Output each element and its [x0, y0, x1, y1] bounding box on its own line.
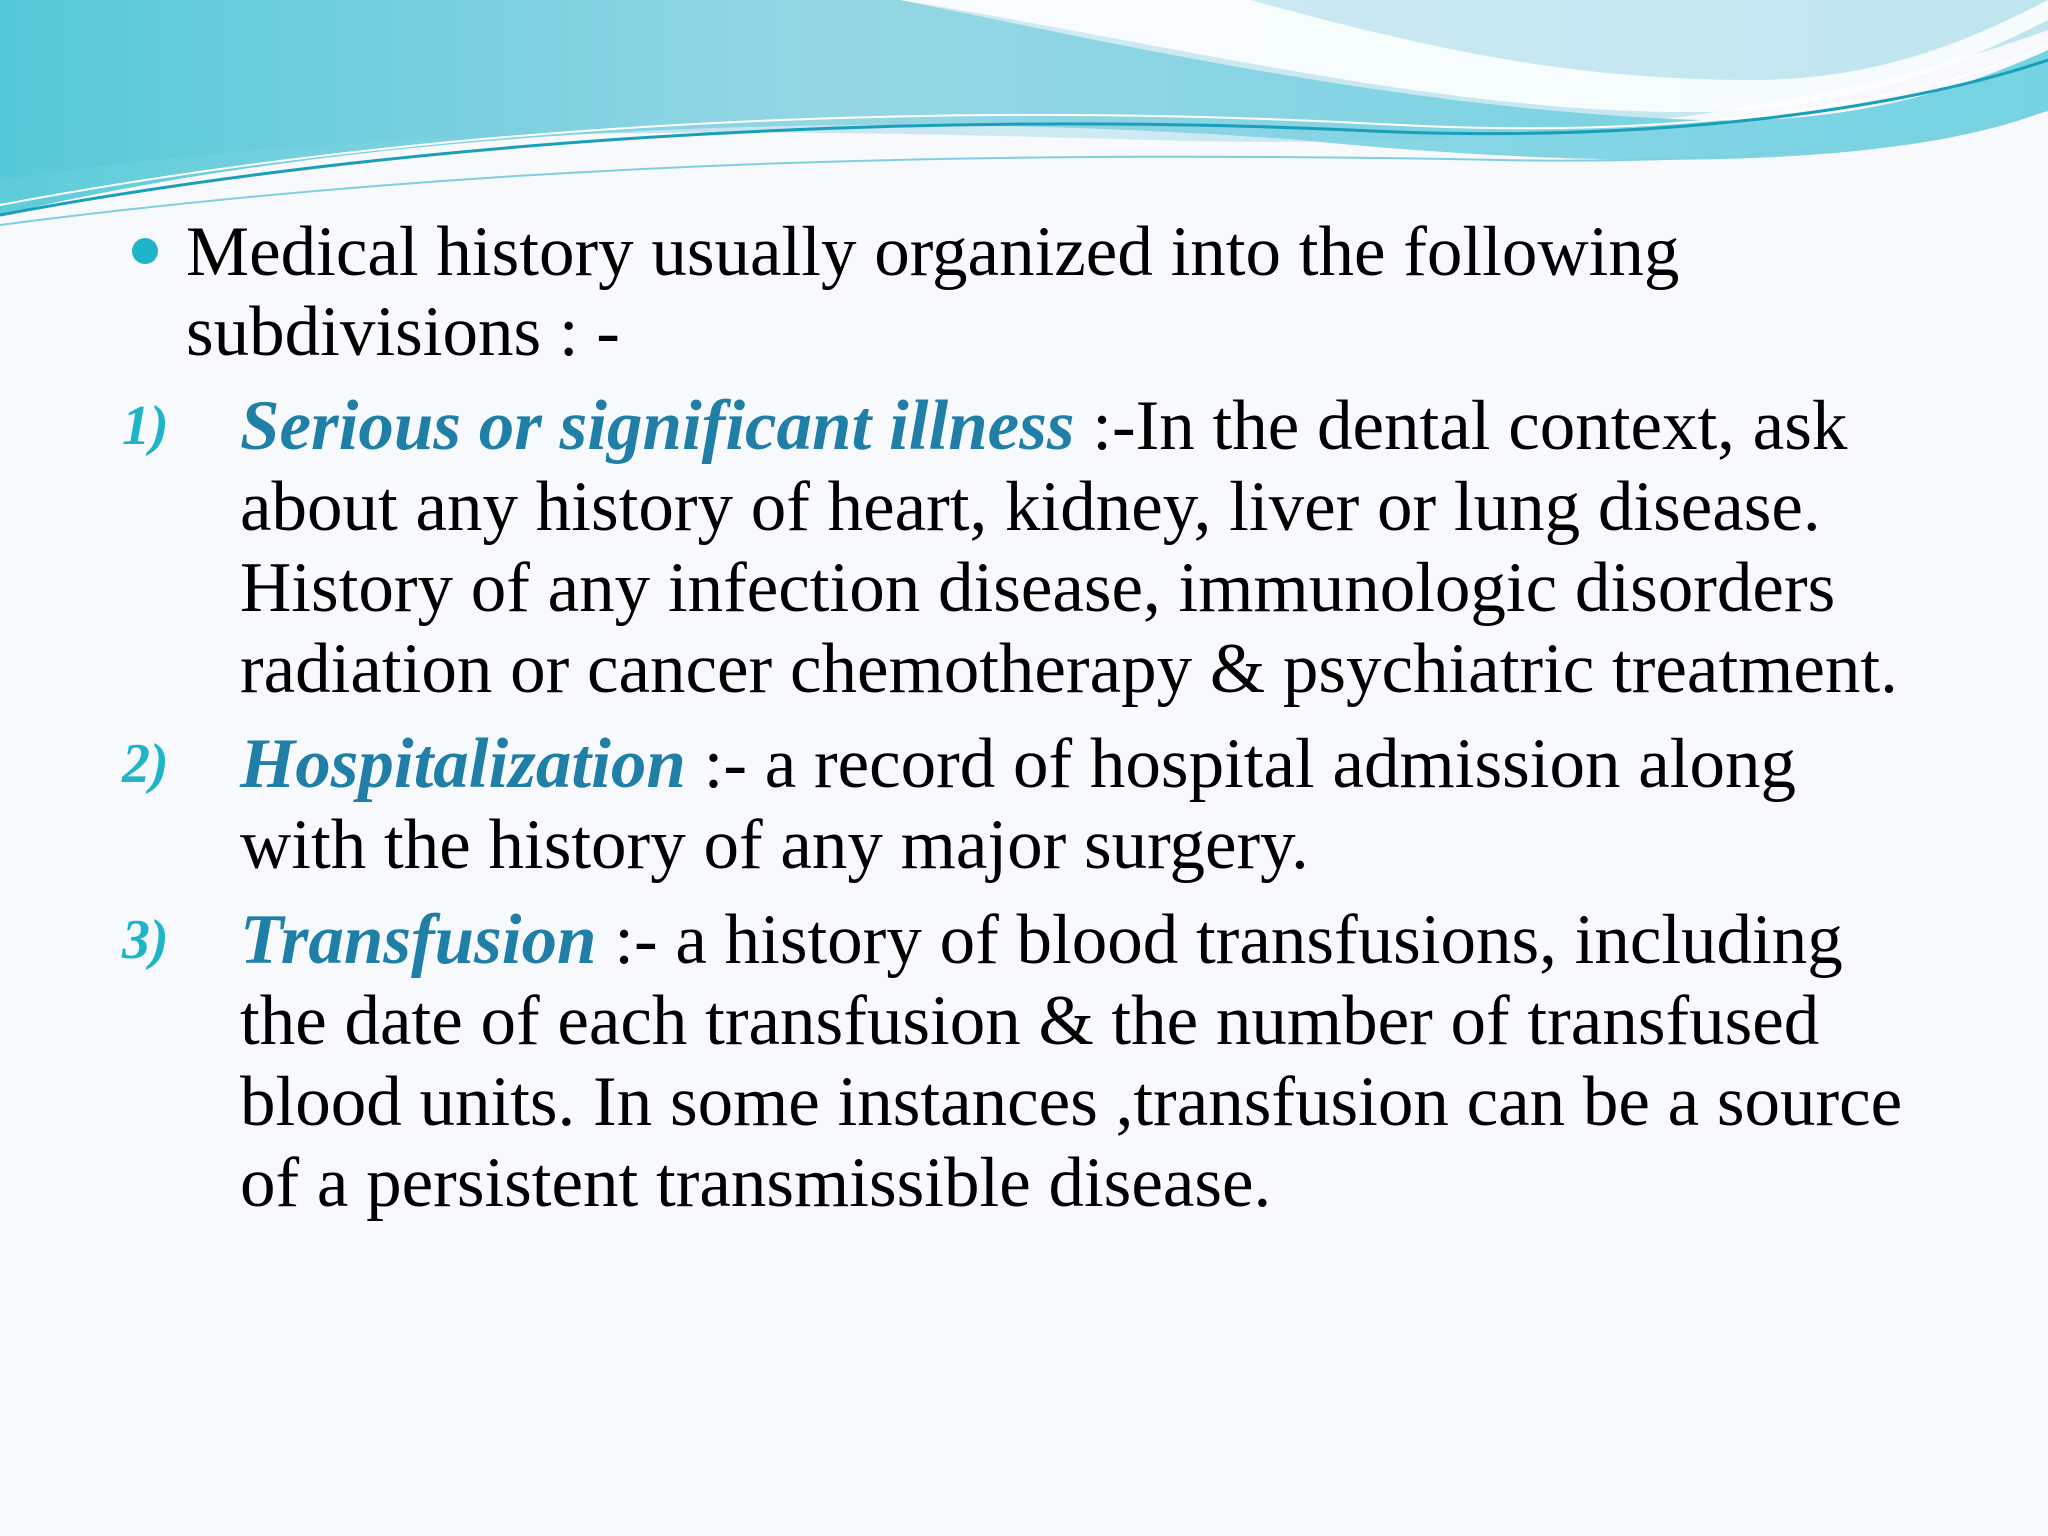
- bullet-dot-icon: [132, 238, 158, 264]
- list-item-number: 3): [122, 909, 169, 971]
- list-item-term: Hospitalization: [240, 725, 686, 803]
- list-item-term: Transfusion: [240, 901, 597, 979]
- list-item-term: Serious or significant illness: [240, 387, 1075, 465]
- list-item-text: :- a history of blood transfusions, including the date of each transfusion & the number of transfused blood units. In some instances ,transfusion can be a source of a persistent transmissible disease.: [240, 901, 1903, 1222]
- list-item-number: 1): [122, 395, 169, 457]
- intro-text: Medical history usually organized into the following subdivisions : -: [186, 213, 1680, 371]
- list-item-3: [122, 900, 1922, 1224]
- list-item-text: :-In the dental context, ask about any history of heart, kidney, liver or lung disease. History of any infection disease, immunologic disorders radiation or cancer chemotherapy & psychiatric treatment.: [240, 387, 1898, 708]
- list-item-1: [122, 386, 1922, 710]
- content-area: [122, 212, 1922, 1238]
- list-item-number: 2): [122, 733, 169, 795]
- list-item-2: [122, 724, 1922, 886]
- header-wave-decoration: [0, 0, 2048, 240]
- list-item-text: :- a record of hospital admission along with the history of any major surgery.: [240, 725, 1796, 884]
- intro-bullet: [122, 212, 1922, 372]
